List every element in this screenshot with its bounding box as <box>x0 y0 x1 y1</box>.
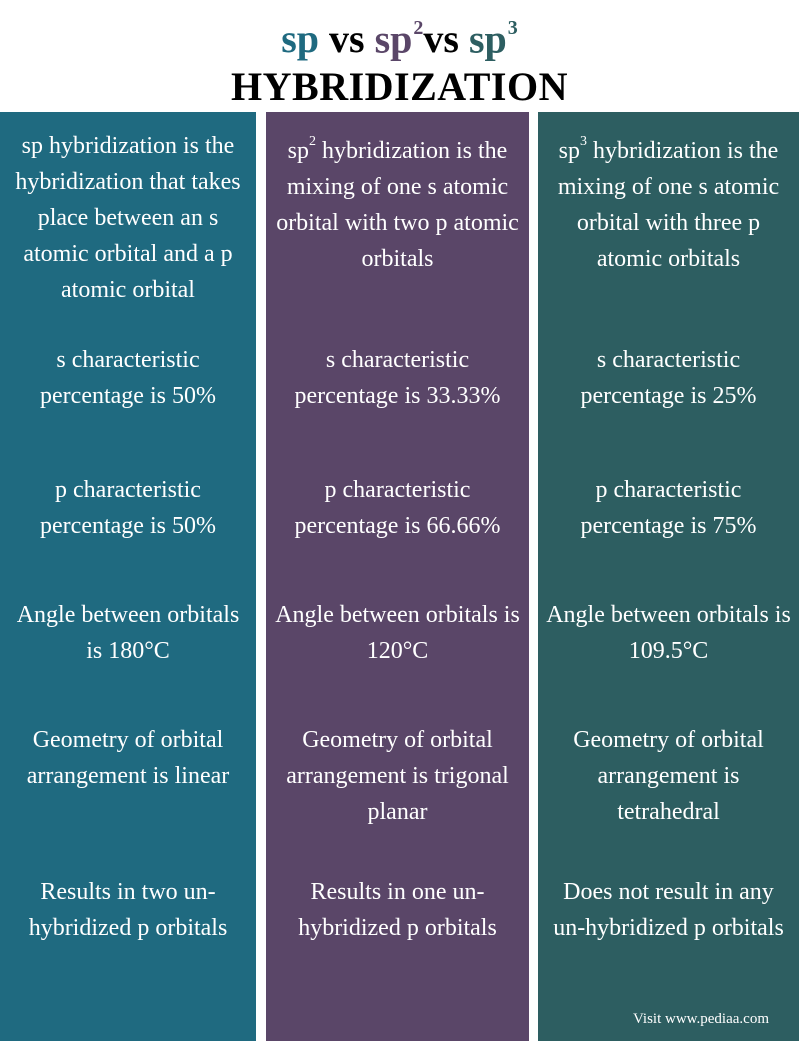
cell-geometry <box>266 722 529 830</box>
column-sp2 <box>266 112 529 1041</box>
cell-text: hybridization is the mixing of one s atomic orbital with three p atomic orbitals <box>557 138 780 272</box>
column-sp3 <box>538 112 799 1041</box>
cell-text: Geometry of orbital arrangement is linear <box>26 727 230 789</box>
cell-text: p characteristic percentage is 75% <box>580 477 757 539</box>
cell-text: s characteristic percentage is 50% <box>40 347 216 409</box>
cell-text: Angle between orbitals is 180°C <box>16 602 240 664</box>
cell-text: s characteristic percentage is 33.33% <box>294 347 501 409</box>
cell-text: Geometry of orbital arrangement is trigonal planar <box>286 727 509 825</box>
cell-definition <box>0 128 256 308</box>
cell-s-character <box>266 342 529 414</box>
title-part-sp: sp <box>281 16 320 62</box>
page-title <box>0 6 799 65</box>
cell-text: sp hybridization is the hybridization that takes place between an s atomic orbital and a p atomic orbital <box>15 133 241 303</box>
cell-text: Results in one un-hybridized p orbitals <box>298 879 497 941</box>
cell-text: Results in two un-hybridized p orbitals <box>28 879 228 941</box>
cell-prefix: sp <box>287 138 310 164</box>
cell-unhybridized-orbitals <box>538 874 799 946</box>
cell-text: Angle between orbitals is 109.5°C <box>546 602 791 664</box>
cell-s-character <box>538 342 799 414</box>
cell-p-character <box>538 472 799 544</box>
cell-text: hybridization is the mixing of one s atomic orbital with two p atomic orbitals <box>276 138 519 272</box>
cell-text: Does not result in any un-hybridized p orbitals <box>553 879 784 941</box>
cell-p-character <box>0 472 256 544</box>
cell-superscript: 2 <box>309 134 317 149</box>
title-part-sp2: $sp^2$ <box>374 16 424 62</box>
cell-unhybridized-orbitals <box>266 874 529 946</box>
cell-p-character <box>266 472 529 544</box>
title-part-vs-1: vs <box>319 16 375 62</box>
cell-geometry <box>538 722 799 830</box>
cell-s-character <box>0 342 256 414</box>
footer-credit: Visit www.pediaa.com <box>632 1011 769 1027</box>
cell-text: p characteristic percentage is 50% <box>40 477 216 539</box>
title-part-sp3: $sp^3$ <box>468 16 518 62</box>
page-subtitle: HYBRIDIZATION <box>231 64 568 109</box>
cell-text: s characteristic percentage is 25% <box>580 347 757 409</box>
cell-text: Geometry of orbital arrangement is tetrahedral <box>573 727 764 825</box>
cell-geometry <box>0 722 256 794</box>
title-part-vs-2: vs <box>423 16 469 62</box>
header <box>0 0 799 112</box>
cell-bond-angle <box>538 597 799 669</box>
cell-prefix: sp <box>558 138 581 164</box>
cell-text: p characteristic percentage is 66.66% <box>294 477 501 539</box>
cell-bond-angle <box>266 597 529 669</box>
cell-superscript: 3 <box>580 134 588 149</box>
cell-bond-angle <box>0 597 256 669</box>
cell-definition <box>266 128 529 277</box>
cell-definition <box>538 128 799 277</box>
column-sp <box>0 112 256 1041</box>
cell-unhybridized-orbitals <box>0 874 256 946</box>
cell-text: Angle between orbitals is 120°C <box>275 602 520 664</box>
